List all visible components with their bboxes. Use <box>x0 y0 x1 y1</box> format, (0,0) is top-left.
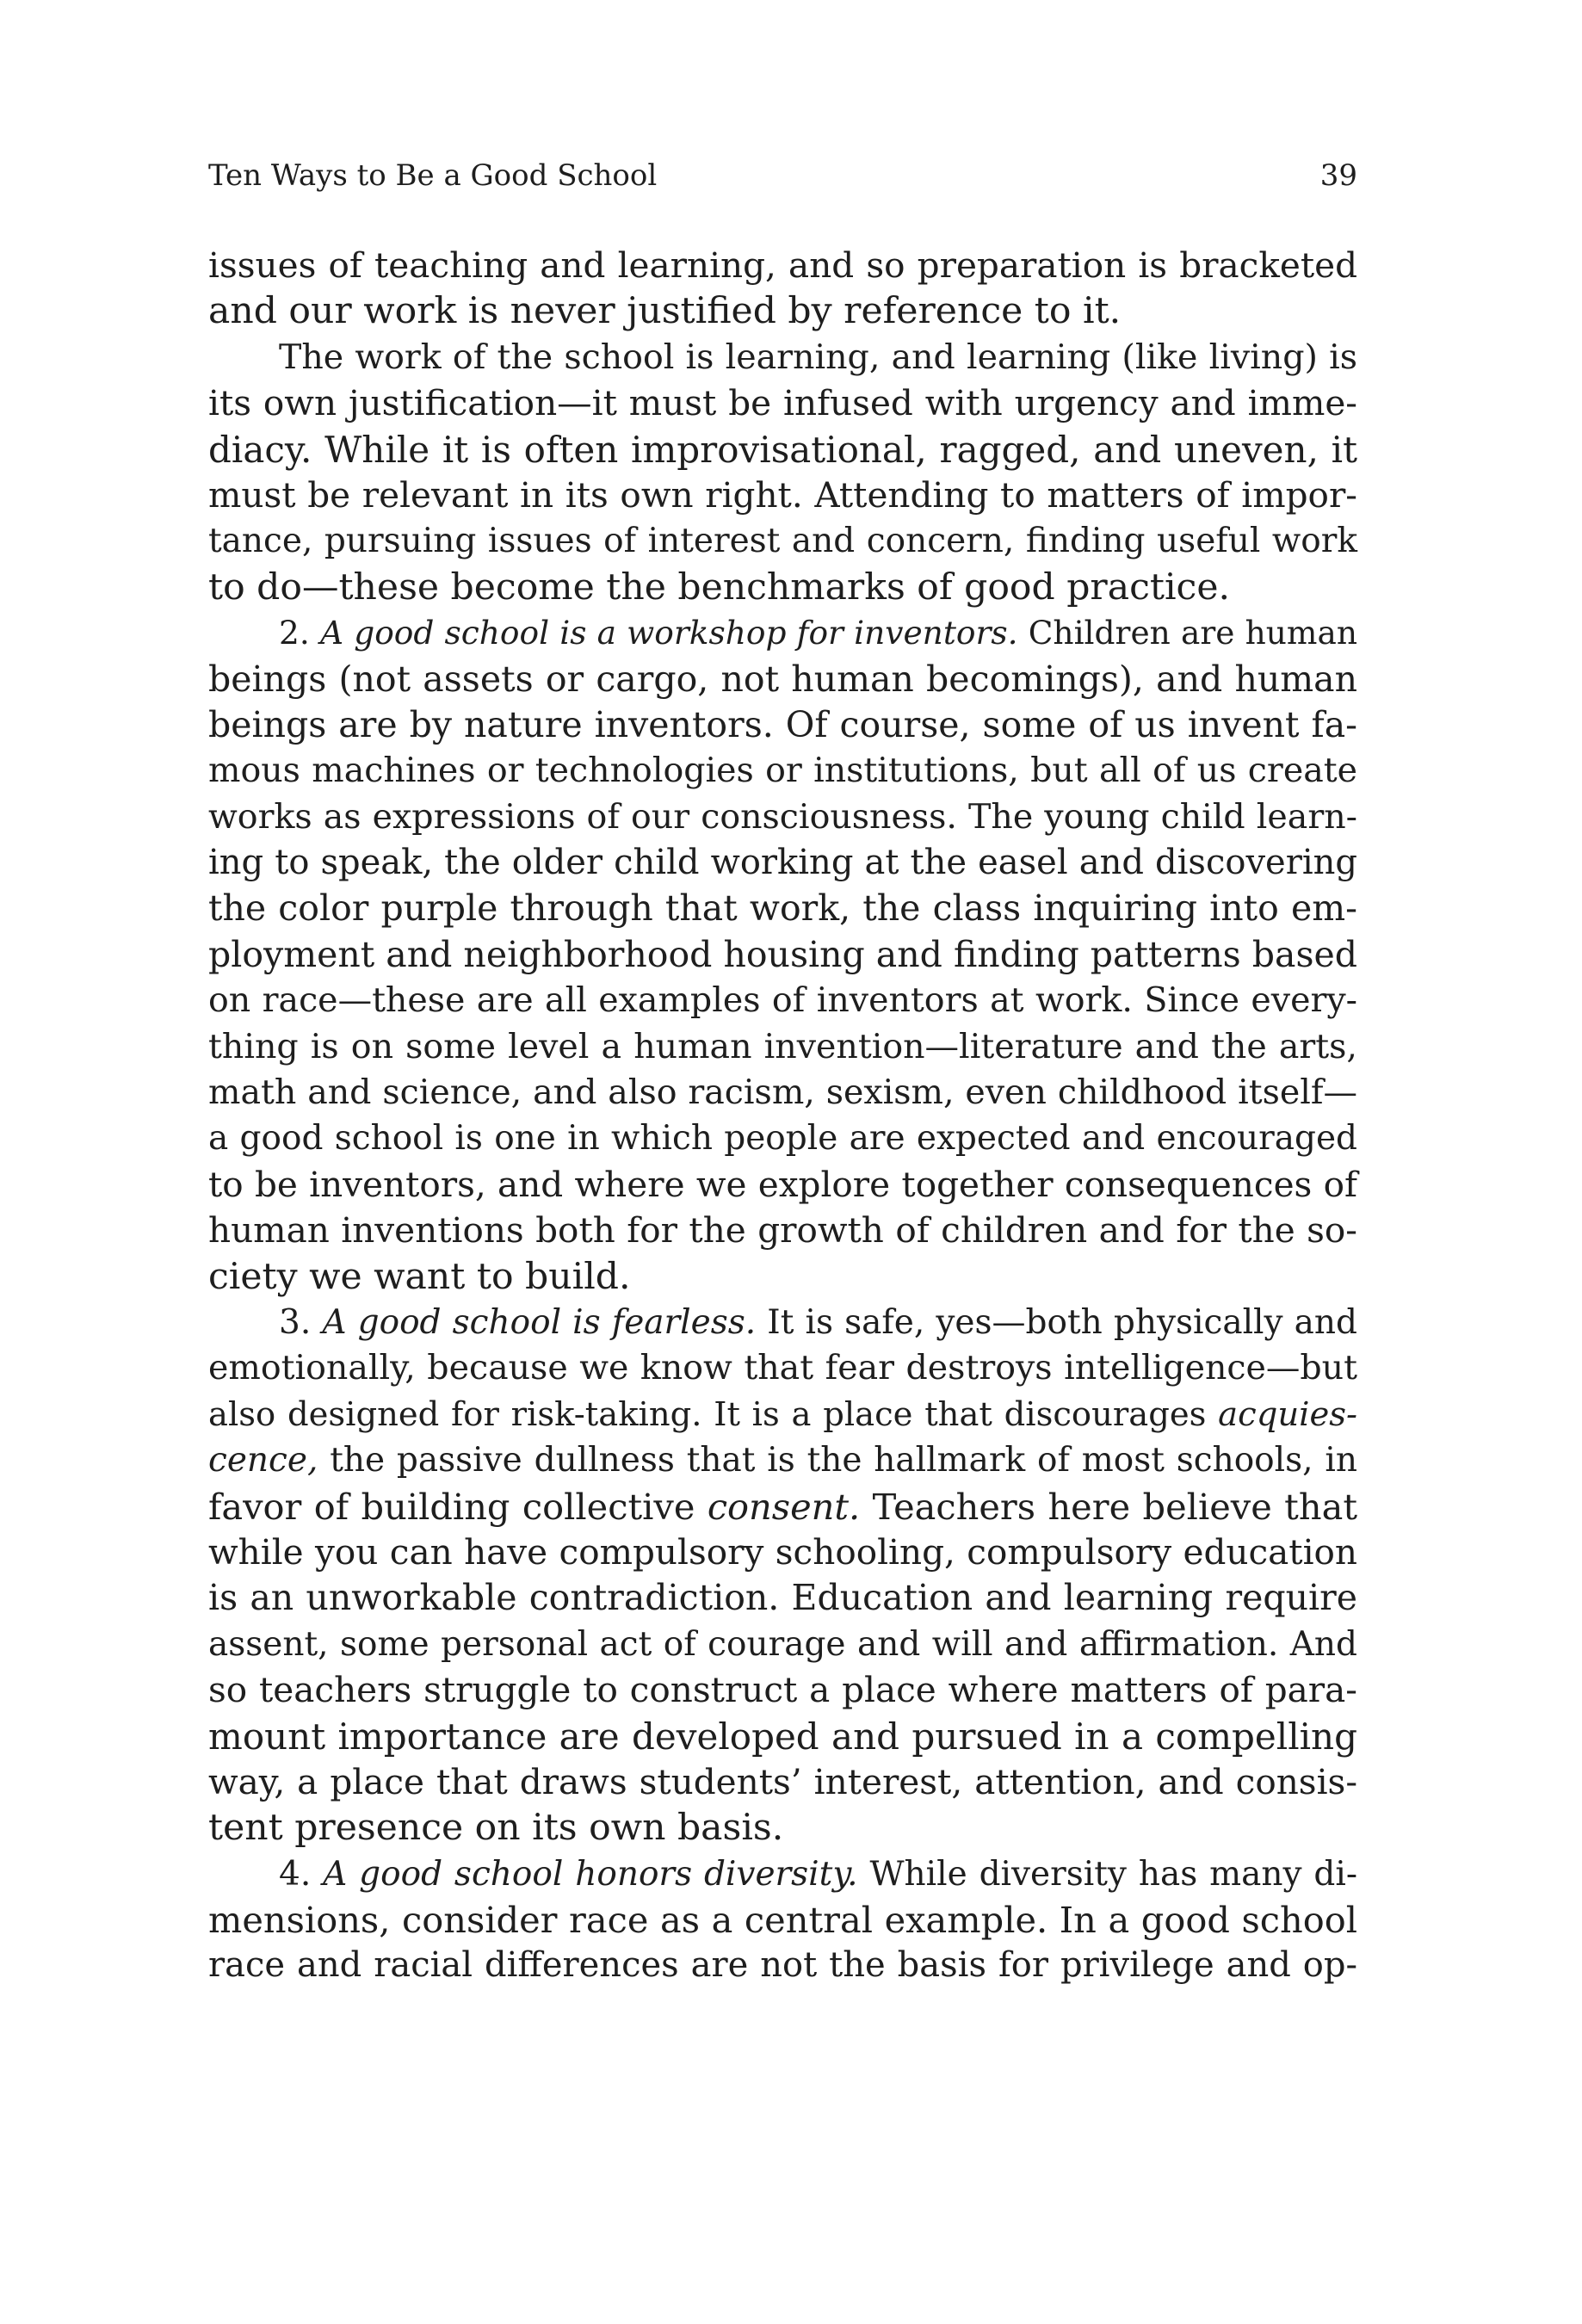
text-line: issues of teaching and learning, and so preparation is bracketed <box>208 244 1357 286</box>
body-text <box>208 243 1357 1989</box>
text-line: The work of the school is learning, and learning (like living) is <box>279 337 1357 377</box>
text-line: emotionally, because we know that fear destroys intelligence—but <box>208 1348 1357 1388</box>
text-line: tance, pursuing issues of interest and concern, finding useful work <box>208 522 1357 561</box>
text-line: works as expressions of our consciousness. The young child learn- <box>208 796 1357 837</box>
text-line: diacy. While it is often improvisational, ragged, and uneven, it <box>208 428 1357 471</box>
item-number: 4. <box>279 1854 324 1894</box>
text-line: on race—these are all examples of inventors at work. Since every- <box>208 980 1357 1021</box>
emphasis: consent. <box>707 1485 861 1528</box>
text-line: a good school is one in which people are expected and encouraged <box>208 1119 1357 1159</box>
text-line: ing to speak, the older child working at the easel and discovering <box>208 843 1357 883</box>
text-line: tent presence on its own basis. <box>208 1807 784 1850</box>
running-head <box>208 157 1357 195</box>
text-line: assent, some personal act of courage and will and affirmation. And <box>208 1624 1357 1664</box>
text-line <box>208 1851 1357 1897</box>
text-line: beings are by nature inventors. Of course, some of us invent fa- <box>208 703 1357 745</box>
item-number: 3. <box>279 1302 323 1342</box>
text-line <box>208 1392 1357 1437</box>
item-heading: A good school honors diversity. <box>323 1854 858 1894</box>
text-line: mensions, consider race as a central example. In a good school <box>208 1899 1357 1942</box>
page-number: 39 <box>1319 158 1357 193</box>
text-line: must be relevant in its own right. Attending to matters of impor- <box>208 473 1357 516</box>
text-line: mount importance are developed and pursued in a compelling <box>208 1715 1357 1758</box>
text-line: race and racial differences are not the basis for privilege and op- <box>208 1945 1357 1986</box>
text-line <box>208 1300 1357 1345</box>
text-line: way, a place that draws students’ interest, attention, and consis- <box>208 1760 1357 1802</box>
text-line: its own justification—it must be infused with urgency and imme- <box>208 382 1357 424</box>
text-run: Teachers here believe that <box>860 1485 1357 1528</box>
text-run: also designed for risk-taking. It is a place that discourages <box>208 1394 1219 1434</box>
text-line: math and science, and also racism, sexism, even childhood itself— <box>208 1072 1357 1113</box>
item-heading: A good school is a workshop for inventors. <box>319 614 1018 652</box>
text-line: human inventions both for the growth of children and for the so- <box>208 1209 1357 1252</box>
text-line <box>208 610 1357 656</box>
text-line: while you can have compulsory schooling, compulsory education <box>208 1530 1357 1573</box>
text-run: Children are human <box>1017 614 1357 652</box>
text-line: ployment and neighborhood housing and finding patterns based <box>208 933 1357 975</box>
text-line: mous machines or technologies or institutions, but all of us create <box>208 751 1357 791</box>
text-run: favor of building collective <box>208 1485 708 1528</box>
text-line: beings (not assets or cargo, not human becomings), and human <box>208 658 1357 700</box>
text-line: the color purple through that work, the class inquiring into em- <box>208 887 1357 930</box>
text-line: to be inventors, and where we explore together consequences of <box>208 1163 1357 1205</box>
text-line: thing is on some level a human invention—literature and the arts, <box>208 1026 1357 1066</box>
text-line: so teachers struggle to construct a place where matters of para- <box>208 1669 1357 1711</box>
item-heading: A good school is fearless. <box>322 1302 757 1342</box>
item-number: 2. <box>279 614 320 652</box>
text-line: and our work is never justified by reference to it. <box>208 290 1122 333</box>
running-title: Ten Ways to Be a Good School <box>208 158 658 193</box>
text-run: the passive dullness that is the hallmark of most schools, in <box>318 1441 1357 1480</box>
text-line: to do—these become the benchmarks of good practice. <box>208 566 1231 609</box>
text-run: It is safe, yes—both physically and <box>756 1302 1358 1342</box>
emphasis: acquies- <box>1218 1394 1357 1434</box>
emphasis: cence, <box>208 1441 318 1480</box>
text-line <box>208 1437 1357 1483</box>
text-line: ciety we want to build. <box>208 1255 631 1298</box>
text-line <box>208 1484 1357 1530</box>
text-run: While diversity has many di- <box>857 1854 1358 1894</box>
text-line: is an unworkable contradiction. Education and learning require <box>208 1577 1357 1619</box>
